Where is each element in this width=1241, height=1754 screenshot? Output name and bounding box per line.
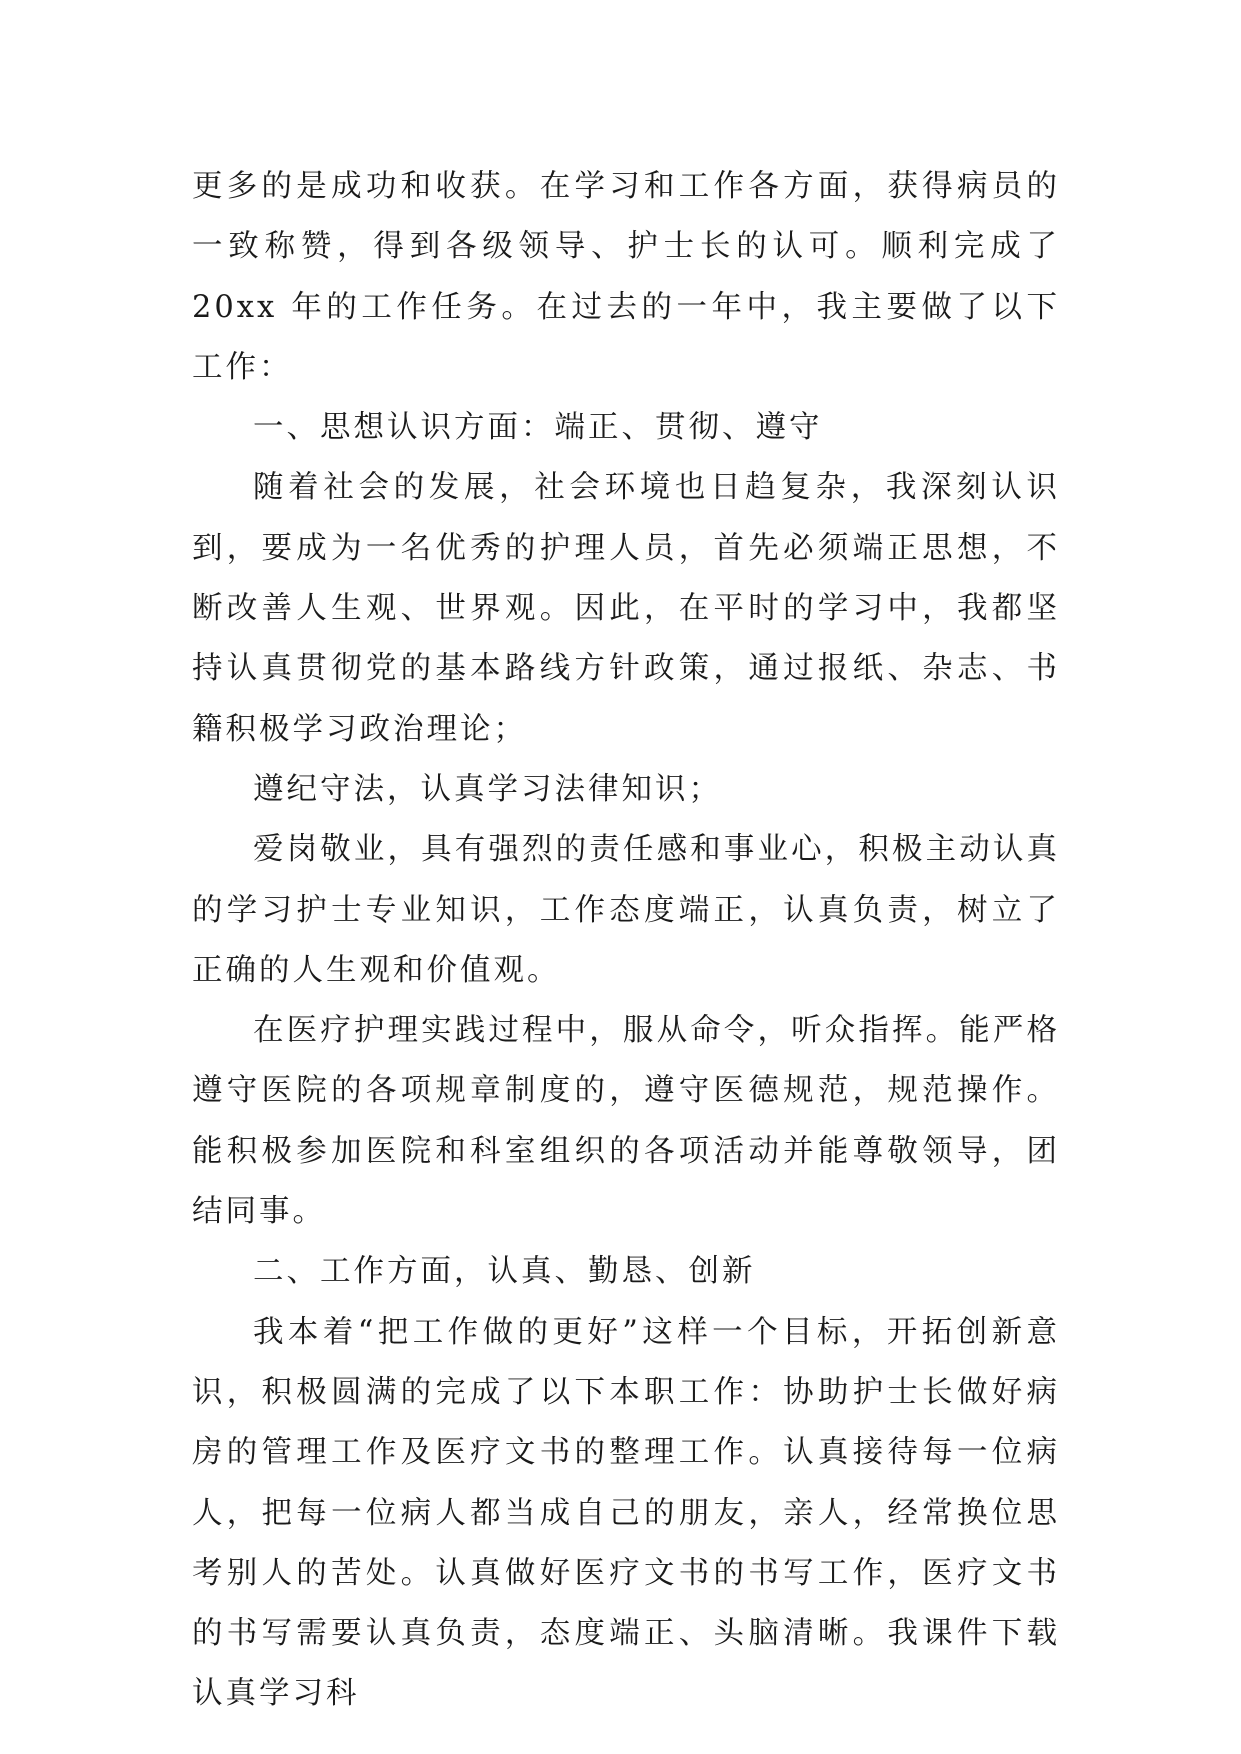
document-body	[192, 157, 1060, 1725]
paragraph-dedication: 爱岗敬业，具有强烈的责任感和事业心，积极主动认真的学习护士专业知识，工作态度端正，认真负责，树立了正确的人生观和价值观。	[192, 832, 1060, 988]
paragraph-law: 遵纪守法，认真学习法律知识；	[253, 771, 722, 807]
paragraph-ideology: 随着社会的发展，社会环境也日趋复杂，我深刻认识到，要成为一名优秀的护理人员，首先必须端正思想，不断改善人生观、世界观。因此，在平时的学习中，我都坚持认真贯彻党的基本路线方针政策，通过报纸、杂志、书籍积极学习政治理论；	[192, 470, 1060, 747]
section-heading-ideology: 一、思想认识方面：端正、贯彻、遵守	[253, 410, 823, 446]
paragraph-practice: 在医疗护理实践过程中，服从命令，听众指挥。能严格遵守医院的各项规章制度的，遵守医德规范，规范操作。能积极参加医院和科室组织的各项活动并能尊敬领导，团结同事。	[192, 1013, 1060, 1230]
section-heading-work: 二、工作方面，认真、勤恳、创新	[253, 1254, 756, 1290]
paragraph-continuation: 更多的是成功和收获。在学习和工作各方面，获得病员的一致称赞，得到各级领导、护士长的认可。顺利完成了 20xx 年的工作任务。在过去的一年中，我主要做了以下工作：	[192, 169, 1060, 385]
paragraph-work: 我本着“把工作做的更好”这样一个目标，开拓创新意识，积极圆满的完成了以下本职工作：协助护士长做好病房的管理工作及医疗文书的整理工作。认真接待每一位病人，把每一位病人都当成自己的朋友，亲人，经常换位思考别人的苦处。认真做好医疗文书的书写工作，医疗文书的书写需要认真负责，态度端正、头脑清晰。我课件下载认真学习科	[192, 1314, 1060, 1712]
